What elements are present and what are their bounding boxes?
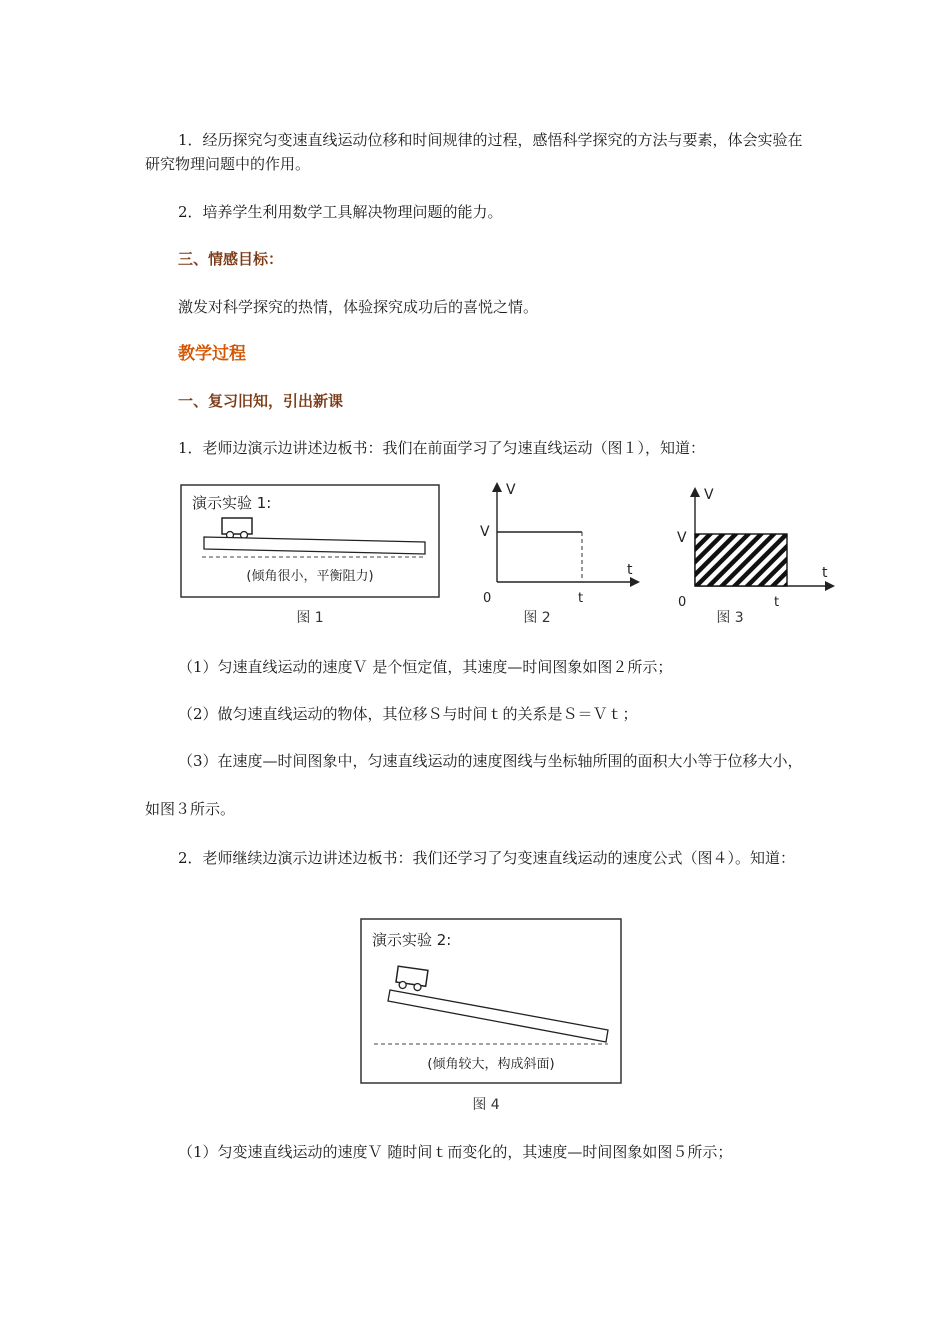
section-1-heading: 一、复习旧知，引出新课 [178, 392, 344, 410]
figure-3-area-graph [670, 482, 840, 612]
item-3: （3）在速度—时间图象中，匀速直线运动的速度图线与坐标轴所围的面积大小等于位移大小， [178, 752, 803, 770]
figure-4-demo-box [360, 918, 622, 1084]
figure-1-label: 演示实验 1: [192, 494, 272, 512]
item-3-continuation: 如图３所示。 [145, 800, 236, 818]
figure-4-caption: 图 4 [472, 1097, 500, 1113]
figure-4-note: (倾角较大，构成斜面) [427, 1057, 555, 1072]
figure-3-v-value: V [677, 530, 687, 546]
review-paragraph-1: 1．老师边演示边讲述边板书：我们在前面学习了匀速直线运动（图１），知道： [178, 439, 706, 457]
emotion-objective-paragraph: 激发对科学探究的热情，体验探究成功后的喜悦之情。 [178, 298, 539, 316]
figure-1-caption: 图 1 [296, 610, 324, 626]
figure-3-shaded-area [695, 534, 787, 586]
review-paragraph-2: 2．老师继续边演示边讲述边板书：我们还学习了匀变速直线运动的速度公式（图４）。知道： [178, 849, 796, 867]
figure-1-demo-box [180, 484, 440, 598]
figure-3-v-axis-label: V [704, 487, 714, 503]
figure-2-velocity-graph [470, 478, 645, 608]
figure-1-note: (倾角很小，平衡阻力) [246, 569, 374, 584]
item-1: （1）匀速直线运动的速度Ｖ 是个恒定值，其速度—时间图象如图２所示； [178, 658, 673, 676]
figure-4-label: 演示实验 2: [372, 931, 452, 949]
item-4: （1）匀变速直线运动的速度Ｖ 随时间ｔ而变化的，其速度—时间图象如图５所示； [178, 1143, 733, 1161]
cart-icon [222, 518, 252, 534]
figure-2-v-axis-label: V [506, 482, 516, 498]
section-3-heading: 三、情感目标： [178, 250, 284, 268]
figure-2-v-value: V [480, 524, 490, 540]
figure-2-caption: 图 2 [523, 610, 551, 626]
figure-3-t-value: t [774, 595, 780, 610]
figure-2-t-axis-label: t [627, 562, 633, 578]
figure-3-caption: 图 3 [716, 610, 744, 626]
item-2: （2）做匀速直线运动的物体，其位移Ｓ与时间ｔ的关系是Ｓ＝Ｖｔ； [178, 705, 638, 723]
figure-3-t-axis-label: t [822, 565, 828, 581]
objective-paragraph-1: 1．经历探究匀变速直线运动位移和时间规律的过程，感悟科学探究的方法与要素，体会实验在研究物理问题中的作用。 [145, 131, 803, 173]
teaching-process-heading: 教学过程 [178, 344, 246, 364]
figure-2-origin: 0 [483, 591, 492, 606]
figure-3-origin: 0 [678, 595, 687, 610]
figure-2-t-value: t [578, 591, 584, 606]
objective-paragraph-2: 2．培养学生利用数学工具解决物理问题的能力。 [178, 203, 503, 221]
